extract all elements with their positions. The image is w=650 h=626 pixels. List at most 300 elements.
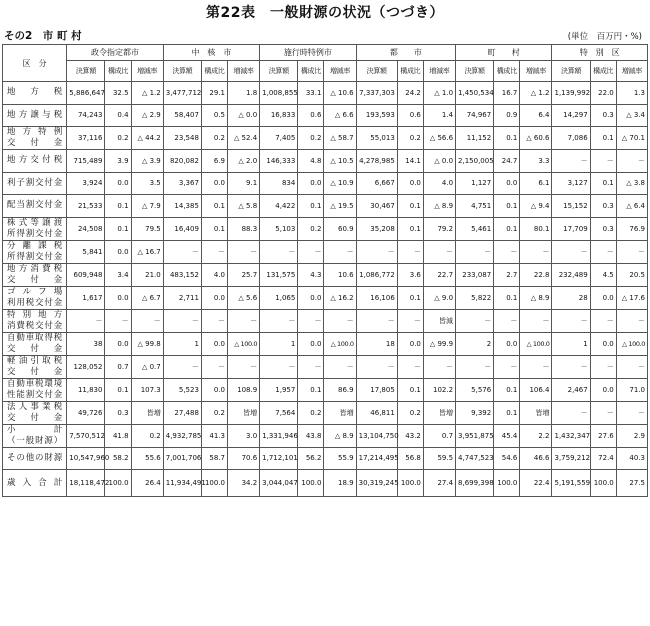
table-cell: 45.4 — [494, 424, 520, 447]
table-cell: 0.1 — [298, 195, 324, 218]
table-cell: 0.6 — [298, 104, 324, 127]
table-cell: 4.0 — [201, 263, 227, 286]
table-cell: △ 16.2 — [324, 286, 356, 309]
table-cell: 41.8 — [105, 424, 131, 447]
table-cell: 5,886,647 — [67, 82, 105, 105]
table-cell: － — [201, 240, 227, 263]
table-cell: 1,008,855 — [260, 82, 298, 105]
table-cell: 128,052 — [67, 355, 105, 378]
table-cell: － — [494, 355, 520, 378]
table-cell: 0.6 — [397, 104, 423, 127]
table-cell: △ 7.9 — [131, 195, 163, 218]
table-cell: 0.2 — [397, 401, 423, 424]
table-cell: 40.3 — [616, 447, 647, 470]
table-cell: 0.1 — [397, 195, 423, 218]
row-label — [3, 447, 67, 470]
table-cell: 3,044,047 — [260, 470, 298, 497]
table-cell: 76.9 — [616, 217, 647, 240]
row-label-line: 地方特例 — [7, 127, 63, 137]
table-cell: 4.5 — [590, 263, 616, 286]
table-cell: 3.5 — [131, 172, 163, 195]
table-cell: 14,297 — [552, 104, 590, 127]
table-cell: 10,547,960 — [67, 447, 105, 470]
table-cell: － — [456, 309, 494, 332]
table-cell: － — [201, 309, 227, 332]
row-label-line: 自動車取得税 — [7, 332, 63, 343]
table-cell: △ 100.0 — [324, 332, 356, 355]
table-cell: 4,747,523 — [456, 447, 494, 470]
table-cell: 21,533 — [67, 195, 105, 218]
row-label-line: 交 付 金 — [7, 274, 63, 285]
table-row — [3, 309, 648, 332]
table-cell: 54.6 — [494, 447, 520, 470]
table-cell: 14,385 — [163, 195, 201, 218]
table-cell: △ 10.5 — [324, 150, 356, 173]
table-cell: 17,805 — [356, 378, 397, 401]
table-cell: － — [552, 401, 590, 424]
table-row — [3, 447, 648, 470]
table-cell: 10.6 — [324, 263, 356, 286]
table-cell: 0.0 — [590, 378, 616, 401]
table-cell: 100.0 — [105, 470, 131, 497]
table-row — [3, 378, 648, 401]
table-cell: 22.0 — [590, 82, 616, 105]
table-cell: 79.5 — [131, 217, 163, 240]
table-cell: 609,948 — [67, 263, 105, 286]
table-cell: 0.2 — [201, 127, 227, 150]
table-cell: 8,699,398 — [456, 470, 494, 497]
table-cell: △ 52.4 — [228, 127, 260, 150]
table-cell: 7,086 — [552, 127, 590, 150]
table-cell: 11,152 — [456, 127, 494, 150]
table-cell: 24,508 — [67, 217, 105, 240]
table-cell: 232,489 — [552, 263, 590, 286]
table-cell: 1,086,772 — [356, 263, 397, 286]
table-cell: 29.1 — [201, 82, 227, 105]
table-cell: 6,667 — [356, 172, 397, 195]
table-cell: 3,924 — [67, 172, 105, 195]
table-cell: 4,751 — [456, 195, 494, 218]
row-label-line: 消費税交付金 — [7, 320, 63, 331]
table-cell: 0.0 — [105, 286, 131, 309]
group-header: 施行時特例市 — [260, 45, 356, 61]
table-cell: 0.0 — [590, 286, 616, 309]
table-cell: 21.0 — [131, 263, 163, 286]
table-row — [3, 104, 648, 127]
table-row — [3, 195, 648, 218]
sub-header: 決算額 — [163, 61, 201, 82]
row-label-line: 地方消費税 — [7, 263, 63, 274]
table-cell: 0.0 — [201, 378, 227, 401]
table-cell: 3,951,875 — [456, 424, 494, 447]
table-cell: 2,467 — [552, 378, 590, 401]
table-cell: 0.7 — [423, 424, 455, 447]
table-cell: 16,833 — [260, 104, 298, 127]
table-cell: 33.1 — [298, 82, 324, 105]
table-cell: 4,422 — [260, 195, 298, 218]
table-cell: 0.0 — [105, 240, 131, 263]
row-label-line: 地方交付税 — [7, 155, 63, 166]
row-label-line: （一般財源） — [7, 435, 63, 446]
table-cell: 16,106 — [356, 286, 397, 309]
table-cell: 106.4 — [520, 378, 552, 401]
table-cell: 7,001,706 — [163, 447, 201, 470]
table-cell: 58.2 — [105, 447, 131, 470]
row-label — [3, 309, 67, 332]
table-cell: 1 — [260, 332, 298, 355]
table-cell: △ 100.0 — [616, 332, 647, 355]
table-cell: － — [552, 150, 590, 173]
table-row — [3, 172, 648, 195]
table-cell: － — [423, 240, 455, 263]
sub-header: 増減率 — [228, 61, 260, 82]
table-cell: △ 2.9 — [131, 104, 163, 127]
table-cell: 4.0 — [423, 172, 455, 195]
table-cell: 3,477,712 — [163, 82, 201, 105]
table-cell: 0.1 — [397, 217, 423, 240]
row-label-line: 所得割交付金 — [7, 251, 63, 262]
table-cell: 49,726 — [67, 401, 105, 424]
table-cell: △ 19.5 — [324, 195, 356, 218]
table-cell: － — [324, 240, 356, 263]
table-cell: 3,759,212 — [552, 447, 590, 470]
table-cell: 皆増 — [423, 401, 455, 424]
table-cell: 0.1 — [397, 378, 423, 401]
row-label-line: その他の財源 — [7, 452, 63, 463]
table-cell: － — [456, 240, 494, 263]
table-cell: － — [163, 309, 201, 332]
sub-header: 増減率 — [423, 61, 455, 82]
table-cell: 0.1 — [298, 378, 324, 401]
table-cell: 22.8 — [520, 263, 552, 286]
table-cell: － — [590, 401, 616, 424]
table-cell: 71.0 — [616, 378, 647, 401]
table-row — [3, 150, 648, 173]
table-cell: △ 2.0 — [228, 150, 260, 173]
table-cell: － — [298, 309, 324, 332]
table-cell: 2.9 — [616, 424, 647, 447]
table-cell: 79.2 — [423, 217, 455, 240]
table-cell: 0.1 — [105, 217, 131, 240]
table-cell: 820,082 — [163, 150, 201, 173]
sub-header: 増減率 — [520, 61, 552, 82]
table-cell: 1,127 — [456, 172, 494, 195]
table-cell: 80.1 — [520, 217, 552, 240]
table-cell: － — [520, 240, 552, 263]
row-label — [3, 424, 67, 447]
table-cell: 1,331,946 — [260, 424, 298, 447]
group-header: 町 村 — [456, 45, 552, 61]
table-cell: △ 100.0 — [520, 332, 552, 355]
table-cell: － — [456, 355, 494, 378]
table-cell: 3.6 — [397, 263, 423, 286]
row-label-line: 自動車税環境 — [7, 378, 63, 389]
table-cell: 0.0 — [105, 172, 131, 195]
finance-table — [2, 44, 648, 497]
row-label-line: 配当割交付金 — [7, 200, 63, 211]
table-cell: △ 5.8 — [228, 195, 260, 218]
table-cell: 0.1 — [105, 195, 131, 218]
row-label-line: 株式等譲渡 — [7, 217, 63, 228]
table-cell: △ 9.0 — [423, 286, 455, 309]
sub-header: 決算額 — [356, 61, 397, 82]
table-cell: 0.2 — [201, 401, 227, 424]
table-cell: 0.1 — [494, 378, 520, 401]
table-cell: 23,548 — [163, 127, 201, 150]
table-cell: － — [616, 150, 647, 173]
table-cell: － — [324, 355, 356, 378]
table-cell: 0.0 — [105, 332, 131, 355]
table-cell: 0.3 — [590, 217, 616, 240]
table-cell: 834 — [260, 172, 298, 195]
row-label — [3, 195, 67, 218]
table-cell: 1.8 — [228, 82, 260, 105]
table-cell: 13,104,750 — [356, 424, 397, 447]
table-cell: 0.1 — [494, 217, 520, 240]
table-cell: 18.9 — [324, 470, 356, 497]
table-cell: 2,711 — [163, 286, 201, 309]
table-cell: 38 — [67, 332, 105, 355]
table-cell: － — [590, 309, 616, 332]
table-cell: － — [260, 355, 298, 378]
table-cell: － — [356, 355, 397, 378]
table-cell: － — [590, 355, 616, 378]
sub-header: 決算額 — [552, 61, 590, 82]
table-cell: － — [397, 355, 423, 378]
table-cell: 7,405 — [260, 127, 298, 150]
table-cell: 0.2 — [298, 127, 324, 150]
row-label — [3, 150, 67, 173]
table-cell: 100.0 — [397, 470, 423, 497]
table-cell: 3.3 — [520, 150, 552, 173]
table-cell: △ 8.9 — [520, 286, 552, 309]
row-label-line: 交 付 金 — [7, 343, 63, 354]
sub-header: 構成比 — [494, 61, 520, 82]
table-cell: 0.4 — [105, 104, 131, 127]
table-cell: △ 1.0 — [423, 82, 455, 105]
table-cell: 1 — [163, 332, 201, 355]
table-cell: △ 6.6 — [324, 104, 356, 127]
table-row — [3, 217, 648, 240]
table-cell: △ 3.9 — [131, 150, 163, 173]
table-row — [3, 332, 648, 355]
table-cell: 0.3 — [590, 195, 616, 218]
table-cell: 27,488 — [163, 401, 201, 424]
sub-header: 増減率 — [616, 61, 647, 82]
table-cell: 皆増 — [324, 401, 356, 424]
row-label — [3, 172, 67, 195]
table-cell: 4,932,785 — [163, 424, 201, 447]
row-label — [3, 378, 67, 401]
table-cell: － — [131, 309, 163, 332]
table-cell: 3.9 — [105, 150, 131, 173]
table-cell: 74,967 — [456, 104, 494, 127]
table-cell: 34.2 — [228, 470, 260, 497]
row-label — [3, 217, 67, 240]
table-cell: △ 0.7 — [131, 355, 163, 378]
table-cell: △ 70.1 — [616, 127, 647, 150]
table-cell: 70.6 — [228, 447, 260, 470]
table-cell: 35,208 — [356, 217, 397, 240]
table-cell: 2,150,005 — [456, 150, 494, 173]
table-cell: 7,570,512 — [67, 424, 105, 447]
table-cell: 55.6 — [131, 447, 163, 470]
table-cell: － — [397, 240, 423, 263]
table-cell: 16.7 — [494, 82, 520, 105]
table-cell: 4,278,985 — [356, 150, 397, 173]
table-cell: 100.0 — [590, 470, 616, 497]
table-cell: 26.4 — [131, 470, 163, 497]
table-cell: 0.7 — [105, 355, 131, 378]
table-cell: 193,593 — [356, 104, 397, 127]
table-cell: △ 3.8 — [616, 172, 647, 195]
sub-header: 決算額 — [67, 61, 105, 82]
table-cell: △ 99.9 — [423, 332, 455, 355]
table-cell: 22.4 — [520, 470, 552, 497]
table-cell: 0.1 — [590, 127, 616, 150]
table-cell: 60.9 — [324, 217, 356, 240]
table-cell: 25.7 — [228, 263, 260, 286]
table-cell: 86.9 — [324, 378, 356, 401]
table-cell: － — [298, 240, 324, 263]
table-cell: 2 — [456, 332, 494, 355]
table-cell: △ 1.2 — [520, 82, 552, 105]
table-cell: 9,392 — [456, 401, 494, 424]
row-label-line: 所得割交付金 — [7, 228, 63, 239]
row-label — [3, 127, 67, 150]
table-cell: 43.2 — [397, 424, 423, 447]
table-cell: 483,152 — [163, 263, 201, 286]
table-cell: 5,523 — [163, 378, 201, 401]
table-cell: － — [260, 309, 298, 332]
table-cell: 46.6 — [520, 447, 552, 470]
table-cell: 100.0 — [494, 470, 520, 497]
row-label-line: 性能割交付金 — [7, 389, 63, 400]
table-cell: 233,087 — [456, 263, 494, 286]
table-cell: － — [67, 309, 105, 332]
table-cell: － — [228, 355, 260, 378]
table-cell: △ 9.4 — [520, 195, 552, 218]
table-cell: 1,712,101 — [260, 447, 298, 470]
table-cell: 6.4 — [520, 104, 552, 127]
table-cell: 0.1 — [590, 172, 616, 195]
table-cell: 17,214,495 — [356, 447, 397, 470]
sub-header: 増減率 — [131, 61, 163, 82]
table-cell: － — [228, 240, 260, 263]
row-label — [3, 104, 67, 127]
table-cell: 0.0 — [397, 172, 423, 195]
table-cell: △ 10.6 — [324, 82, 356, 105]
table-cell: － — [163, 355, 201, 378]
table-cell: △ 6.4 — [616, 195, 647, 218]
sub-header: 構成比 — [105, 61, 131, 82]
table-cell: 2.2 — [520, 424, 552, 447]
table-row — [3, 424, 648, 447]
table-cell: 102.2 — [423, 378, 455, 401]
table-cell: 59.5 — [423, 447, 455, 470]
row-label-line: 特 別 地 方 — [7, 309, 63, 320]
table-cell: － — [520, 309, 552, 332]
row-label-line: 地 方 税 — [7, 87, 63, 98]
table-cell: － — [298, 355, 324, 378]
sub-header: 構成比 — [397, 61, 423, 82]
row-label-line: 小 計 — [7, 424, 63, 435]
section-subtitle: その2 市 町 村 — [4, 30, 82, 42]
table-cell: 22.7 — [423, 263, 455, 286]
table-cell: 715,489 — [67, 150, 105, 173]
table-cell: 24.2 — [397, 82, 423, 105]
row-label — [3, 470, 67, 497]
row-label-line: 歳 入 合 計 — [7, 477, 63, 488]
table-cell: 1 — [552, 332, 590, 355]
row-label-line: 地方譲与税 — [7, 109, 63, 120]
table-cell: － — [397, 309, 423, 332]
table-cell: － — [260, 240, 298, 263]
row-label — [3, 286, 67, 309]
table-cell: 皆減 — [423, 309, 455, 332]
table-cell: 皆増 — [131, 401, 163, 424]
table-cell: － — [552, 355, 590, 378]
table-cell: － — [105, 309, 131, 332]
table-cell: 0.0 — [298, 332, 324, 355]
table-cell: 1,617 — [67, 286, 105, 309]
table-cell: 0.0 — [397, 332, 423, 355]
table-cell: 18 — [356, 332, 397, 355]
table-cell: 30,319,245 — [356, 470, 397, 497]
table-cell: △ 8.9 — [324, 424, 356, 447]
table-cell: 3,367 — [163, 172, 201, 195]
table-cell: 41.3 — [201, 424, 227, 447]
table-cell: 2.7 — [494, 263, 520, 286]
sub-header: 構成比 — [298, 61, 324, 82]
table-cell: 27.5 — [616, 470, 647, 497]
table-cell: 7,564 — [260, 401, 298, 424]
table-cell: 5,191,559 — [552, 470, 590, 497]
table-cell: 0.9 — [494, 104, 520, 127]
table-cell: 24.7 — [494, 150, 520, 173]
table-cell: 131,575 — [260, 263, 298, 286]
table-cell: 17,709 — [552, 217, 590, 240]
row-label-line: ゴ ル フ 場 — [7, 286, 63, 297]
table-cell: 0.0 — [298, 286, 324, 309]
table-cell: 20.5 — [616, 263, 647, 286]
table-cell: 14.1 — [397, 150, 423, 173]
table-cell: △ 10.9 — [324, 172, 356, 195]
table-cell: 58.7 — [201, 447, 227, 470]
table-cell: 1.3 — [616, 82, 647, 105]
table-cell: － — [423, 355, 455, 378]
group-header: 中 核 市 — [163, 45, 259, 61]
table-cell: 0.1 — [201, 195, 227, 218]
table-cell: 100.0 — [298, 470, 324, 497]
table-cell: 皆増 — [520, 401, 552, 424]
table-cell: △ 56.6 — [423, 127, 455, 150]
table-cell: 5,822 — [456, 286, 494, 309]
table-cell: 32.5 — [105, 82, 131, 105]
table-cell: 5,576 — [456, 378, 494, 401]
table-cell: 16,409 — [163, 217, 201, 240]
table-cell: － — [356, 309, 397, 332]
group-header: 特 別 区 — [552, 45, 648, 61]
row-label-line: 分 離 課 税 — [7, 240, 63, 251]
table-cell: 1,432,347 — [552, 424, 590, 447]
table-cell: － — [228, 309, 260, 332]
table-cell: 0.2 — [298, 217, 324, 240]
table-cell: △ 5.6 — [228, 286, 260, 309]
table-cell: △ 0.0 — [228, 104, 260, 127]
table-cell: 0.1 — [494, 401, 520, 424]
table-cell: 74,243 — [67, 104, 105, 127]
